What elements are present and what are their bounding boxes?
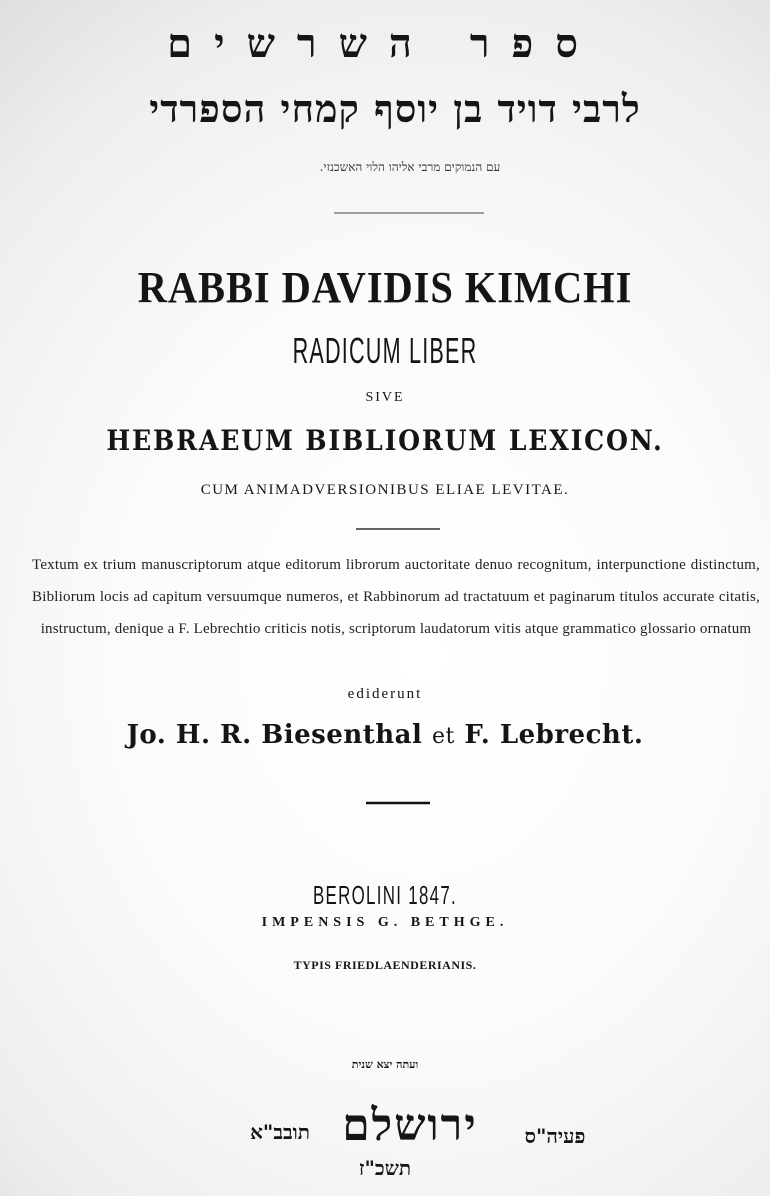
hebrew-footer-year: תשכ"ז (358, 1156, 412, 1180)
latin-title-sive: SIVE (365, 390, 405, 405)
hebrew-footer-city: ירושלם (342, 1100, 478, 1151)
ediderunt-label: ediderunt (347, 686, 423, 702)
description-paragraph: Textum ex trium manuscriptorum atque editorum librorum auctoritate denuo recognitum, interpunctione distinctum, Bibliorum locis ad capitum versuumque numeros, et Rabbinorum ad tractatuum et paginarum titulos accurate citatis, instructum, denique a F. Lebrechtio criticis notis, scriptorum laudatorum vitis atque grammatico glossario ornatum (32, 557, 760, 637)
hebrew-reprint-line: ועתה יצא שנית (351, 1058, 419, 1071)
latin-title-author: RABBI DAVIDIS KIMCHI (137, 263, 633, 312)
imprint-place-year: BEROLINI 1847. (312, 880, 458, 910)
latin-title-lexicon: HEBRAEUM BIBLIORUM LEXICON. (106, 424, 664, 457)
editor-conjunction: et (431, 724, 455, 749)
imprint-printer: TYPIS FRIEDLAENDERIANIS. (293, 958, 477, 972)
hebrew-annotation-note: עם הנמוקים מרבי אליהו הלוי האשכנזי. (319, 160, 501, 174)
hebrew-title: ספר השרשים (167, 20, 600, 67)
editor-first: Jo. H. R. Biesenthal (126, 720, 423, 750)
latin-title-animadversionibus: CUM ANIMADVERSIONIBUS ELIAE LEVITAE. (200, 482, 570, 498)
top-divider-rule (334, 210, 484, 216)
middle-divider-rule (356, 526, 440, 532)
editors-line (0, 720, 770, 750)
latin-title-radicum-liber: RADICUM LIBER (292, 330, 478, 371)
editor-second: F. Lebrecht. (464, 720, 644, 750)
lower-divider-rule (366, 800, 430, 806)
hebrew-author-line: לרבי דויד בן יוסף קמחי הספרדי (149, 86, 641, 131)
hebrew-footer-right-word: פעיה"ס (524, 1124, 586, 1148)
hebrew-footer-left-word: תובב"א (250, 1120, 310, 1144)
imprint-publisher: IMPENSIS G. BETHGE. (261, 915, 509, 930)
